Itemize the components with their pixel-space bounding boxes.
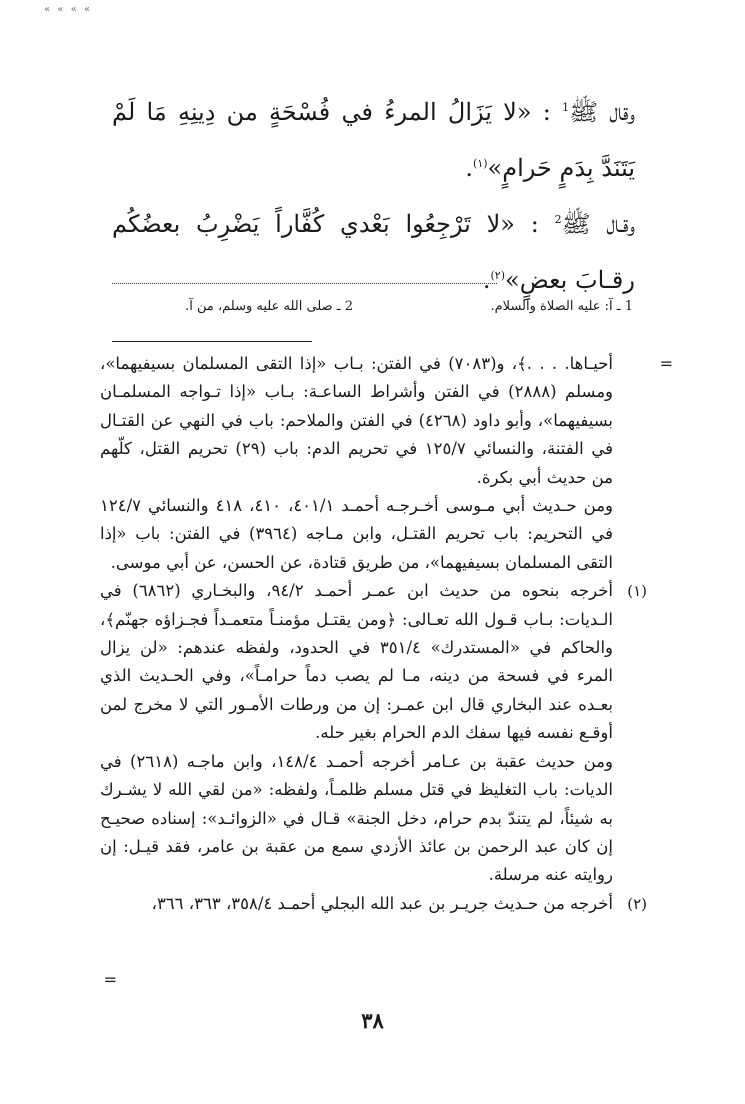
- footnote-continuation-paragraph-2: ومن حـديث أبي مـوسى أخـرجـه أحمـد ٤٠١/١، ٤١٠، ٤١٨ والنسائي ١٢٤/٧ في التحريم: باب تحريم القتـل، وابن مـاجه (٣٩٦٤) في الفتن: باب «إذا التقى المسلمان بسيفيهما»، من طريق قتادة، عن الحسن، عن أبي موسى.: [100, 496, 613, 572]
- main-text: [112, 82, 635, 306]
- footnote-1-number: (١): [627, 582, 647, 601]
- hadith-2-text: : «لا تَرْجِعُوا بَعْدي كُفَّاراً يَضْرِبُ بعضُكُم رقـابَ بعضٍ»: [112, 210, 635, 294]
- footnote-continuation-paragraph-1: أحيـاها. . . .﴾، و(٧٠٨٣) في الفتن: بـاب «إذا التقى المسلمان بسيفيهما»، ومسلم (٢٨٨٨) في الفتن وأشراط الساعـة: بـاب «إذا تـواجه المسلمـان بسيفيهما»، وأبو داود (٤٢٦٨) في الفتن والملاحم: باب في النهي عن القتـال في الفتنة، والنسائي ١٢٥/٧ في تحريم الدم: باب (٢٩) تحريم القتل، كلّهم من حديث أبي بكرة.: [100, 354, 613, 487]
- footnote-separator: [112, 341, 312, 342]
- footnote-2: [100, 890, 647, 918]
- corner-mark: « « « «: [44, 4, 93, 15]
- page-number: ٣٨: [361, 1008, 384, 1033]
- hadith-paragraph-1: [112, 82, 635, 194]
- variant-note-1: 1 ـ آ: عليه الصلاة والسلام.: [490, 299, 633, 314]
- footnote-1: [100, 577, 647, 889]
- continuation-mark: =: [659, 354, 673, 373]
- hadith-1-intro: وقال ﷺ: [569, 98, 635, 126]
- footnote-ref-1: (١): [473, 157, 488, 170]
- footnote-1-paragraph-2: ومن حديث عقبة بن عـامر أخرجه أحمـد ١٤٨/٤، وابن ماجـه (٢٦١٨) في الديات: باب التغليظ في قتل مسلم ظلمـاً، ولفظه: «من لقي الله لا يشـرك به شيئاً، لم يتندّ بدم حرام، دخل الجنة» قـال في «الزوائـد»: إسناده صحيـح إن كان عبد الرحمن بن عائذ الأزدي سمع من عقبة بن عامر، فقد قيـل: إن روايته عنه مرسلة.: [100, 751, 613, 885]
- variant-note-2: 2 ـ صلى الله عليه وسلم، من آ.: [185, 299, 353, 314]
- hadith-2-end: .: [482, 266, 491, 294]
- hadith-1-end: .: [465, 154, 474, 182]
- footnote-ref-2: (٢): [490, 269, 506, 282]
- hadith-paragraph-2: [112, 194, 635, 306]
- variant-ref-2: 2: [554, 213, 562, 226]
- hadith-1-text: : «لا يَزَالُ المرءُ في فُسْحَةٍ من دِينِهِ مَا لَمْ يَتَنَدَّ بِدَمٍ حَرامٍ»: [112, 98, 635, 182]
- footnotes: [100, 350, 673, 918]
- continuation-end-mark: =: [103, 970, 117, 989]
- footnote-2-number: (٢): [627, 894, 647, 913]
- hadith-2-intro: وقـال ﷺ: [561, 210, 635, 238]
- footnote-2-paragraph-1: أخرجه من حـديث جريـر بن عبد الله البجلي أحمـد ٣٥٨/٤، ٣٦٣، ٣٦٦،: [151, 893, 613, 913]
- variant-ref-1: 1: [562, 101, 570, 114]
- dotted-separator: [112, 283, 497, 284]
- footnote-1-paragraph-1: أخرجه بنحوه من حديث ابن عمـر أحمـد ٩٤/٢، والبخـاري (٦٨٦٢) في الـديات: بـاب قـول الله تعـالى: ﴿ومن يقتـل مؤمنـاً متعمـداً فجـزاؤه جهنّم﴾، والحاكم في «المستدرك» ٣٥١/٤ في الحدود، ولفظه عندهم: «لن يزال المرء في فسحة من دينه، مـا لم يصب دماً حرامـاً»، وفي الحـديث الذي بعـده عند البخاري قال ابن عمـر: إن من ورطات الأمـور التي لا مخرج لمن أوقـع نفسه فيها سفك الدم الحرام بغير حله.: [100, 581, 613, 743]
- footnote-continuation: [100, 350, 673, 577]
